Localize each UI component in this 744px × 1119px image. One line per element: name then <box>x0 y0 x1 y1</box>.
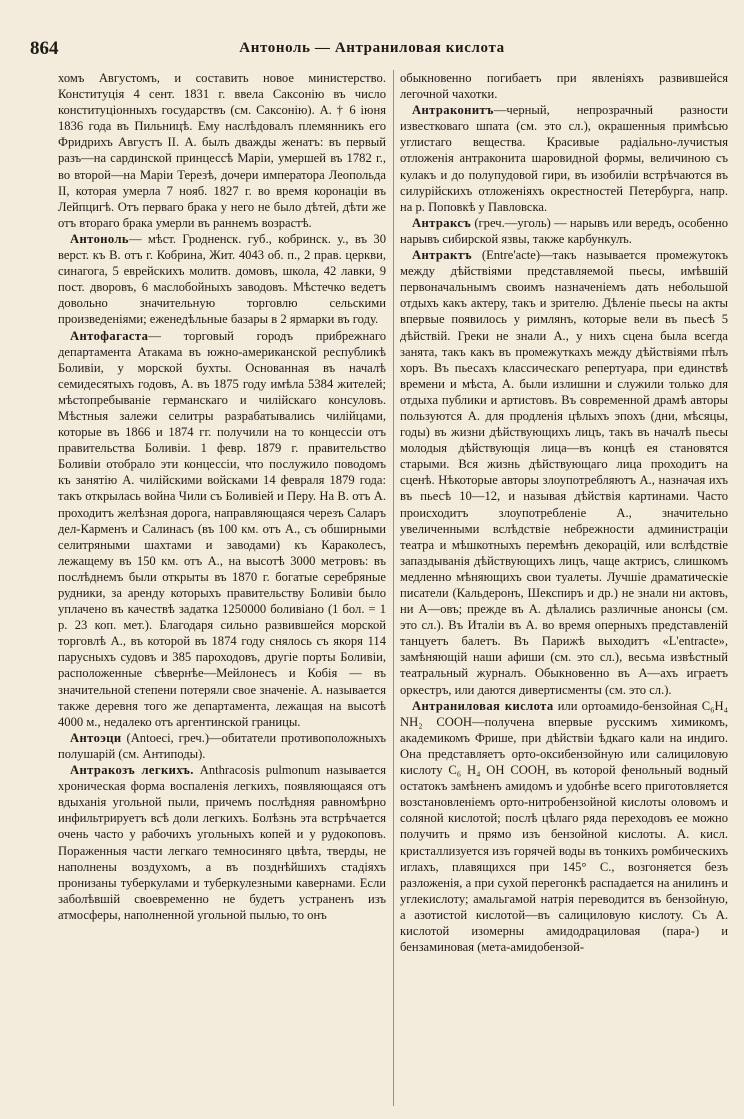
dictionary-entry <box>400 698 728 956</box>
page-header <box>30 38 714 62</box>
entry-headword: Антоэци <box>70 730 122 745</box>
entry-text: (Antoeci, греч.)—обитатели противоположныхъ полушарій (см. Антиподы). <box>58 730 386 761</box>
entry-text: — мѣст. Гродненск. губ., кобринск. у., въ 30 верст. къ В. отъ г. Кобрина, Жит. 4043 об. п., 2 прав. церкви, синагога, 5 еврейскихъ молитв. домовъ, школа, 42 лавки, 9 пост. дворовъ, 6 маслобойныхъ заводовъ. Мѣстечко ведетъ довольно значительную торговлю сельскими произведеніями; еженедѣльные базары в 2 ярмарки въ году. <box>58 231 386 327</box>
left-column <box>58 70 386 1106</box>
entry-text: (греч.—уголь) — нарывъ или вередъ, особенно нарывъ сибирской язвы, также карбункулъ. <box>400 215 728 246</box>
entry-headword: Антофагаста <box>70 328 149 343</box>
dictionary-entry <box>58 231 386 328</box>
entry-headword: Антракозъ легкихъ. <box>70 763 194 778</box>
dictionary-entry <box>400 215 728 247</box>
running-title: Антоноль — Антраниловая кислота <box>239 40 505 56</box>
dictionary-entry <box>58 328 386 730</box>
entry-headword: Антрактъ <box>412 248 472 263</box>
entry-text: обыкновенно погибаетъ при явленіяхъ развившейся легочной чахотки. <box>400 71 728 102</box>
dictionary-entry <box>58 762 386 923</box>
entry-text: (Entre'acte)—такъ называется промежутокъ между дѣйствіями представляемой пьесы, имѣвшій первоначальнымъ своимъ назначеніемъ дать небольшой отдыхъ какъ актеру, такъ и зрителю. Дѣленіе пьесы на акты впервые появилось у римлянъ, которые вели въ пьесѣ 5 дѣйствій. Греки не знали А., у нихъ сцена была всегда занята, такъ какъ въ промежуткахъ между дѣйствіями пѣлъ хоръ. Въ пьесахъ классическаго репертуара, при единствѣ времени и мѣста, А. были излишни и служили только для отдыха публики и артистовъ. Въ современной драмѣ авторы пользуются А. для продленія цѣлыхъ эпохъ (дни, мѣсяцы, годы) въ жизни дѣйствующихъ лицъ, такъ въ началѣ пьесы молодыя дѣйствующія лица—въ концѣ ея становятся старыми. Вся жизнь дѣйствующаго лица проходитъ на сценѣ. Нѣкоторые авторы злоупотребляютъ А., назначая ихъ въ пьесѣ 10—12, и называя дѣйствія картинами. Часто происходитъ злоупотребленіе А., значительно увеличенными вслѣдствіе небрежности администраціи театра и мѣшкотныхъ перемѣнъ декорацій, или вслѣдствіе запаздыванія дѣйствующихъ лицъ, чаще актрисъ, слишкомъ медленно мѣняющихъ свои туалеты. Лучшіе драматическіе писатели (Кальдеронъ, Шекспиръ и др.) не знали ни актовъ, ни А—овъ; прежде въ А. дѣлались различные анонсы (см. это сл.). Въ Италіи въ А. во время оперныхъ представленій танцуетъ балетъ. Въ Парижѣ выходитъ «L'entracte», замѣняющій наши афиши (см. это сл.), весьма извѣстный театральный журналъ. Обыкновенно въ А—ахъ играетъ оркестръ, или даются дивертисменты (см. это сл.). <box>400 248 728 697</box>
right-column <box>400 70 728 1106</box>
dictionary-entry <box>58 70 386 231</box>
entry-text: Anthracosis pulmonum называется хроническая форма воспаленія легкихъ, появляющаяся отъ вдыханія угольной пыли, причемъ послѣдняя равномѣрно инфильтрируетъ всѣ доли легкихъ. Болѣзнь эта встрѣчается очень часто у рабочихъ угольныхъ копей и у рудокоповъ. Пораженныя части легкаго темносиняго цвѣта, тверды, не наполнены воздухомъ, а въ позднѣйшихъ стадіяхъ пронизаны туберкулами и туберкулезными кавернами. Если заболѣвшій своевременно не будетъ устраненъ изъ атмосферы, наполненной угольной пылью, то онъ <box>58 763 386 922</box>
entry-text: —черный, непрозрачный разности известковаго шпата (см. это сл.), окрашенныя примѣсью углистаго вещества. Красивые радіально-лучистыя отложенія антраконита шаровидной формы, величиною съ кулакъ и до полупудовой гири, въ изобиліи встрѣчаются въ силурійскихъ отложеніяхъ окрестностей Петербурга, напр. на р. Поповкѣ у Павловска. <box>400 103 728 214</box>
dictionary-entry <box>400 247 728 698</box>
entry-headword: Антраксъ <box>412 215 472 230</box>
entry-text: или ортоамидо-бензойная C₆H₄ NH₂ COOH—получена впервые русскимъ химикомъ, академикомъ Фрише, при дѣйствіи ѣдкаго кали на индиго. Она представляетъ орто-оксибензойную или салициловую кислоту C₆ H₄ OH COOH, въ которой фенольный водный остатокъ замѣненъ амидомъ и удобнѣе всего приготовляется возстановленіемъ орто-нитробензойной кислоты оловомъ и соляной кислотой; послѣ цѣлаго ряда переходовъ ее можно получить и прямо изъ бензойной кислоты. А. кисл. кристаллизуется изъ горячей воды въ тонкихъ ромбическихъ иглахъ, плавящихся при 145° С., возгоняется безъ разложенія, а при сухой перегонкѣ распадается на анилинъ и углекислоту; амальгамой натрія переводится въ бензойную, а азотистой кислотой—въ салициловую кислоту. Съ А. кислотой изомерны амидодрациловая (пара-) и бензаминовая (мета-амидобензой- <box>400 698 728 955</box>
dictionary-entry <box>400 102 728 215</box>
entry-text: хомъ Августомъ, и составить новое министерство. Конституція 4 сент. 1831 г. ввела Саксонію въ число конституціонныхъ государствъ (см. Саксонію). А. † 6 іюня 1836 года въ Пильницѣ. Ему наслѣдовалъ племянникъ его Фридрихъ Августъ II. А. былъ дважды женатъ: въ первый разъ—на сардинской принцессѣ Маріи, умершей въ 1782 г., во второй—на Маріи Терезѣ, дочери императора Леопольда II, которая умерла 7 нояб. 1827 г. во время коронаціи въ Лейпцигѣ. Отъ перваго брака у него не было дѣтей, дѣти же отъ втораго брака умерли въ раннемъ возрастѣ. <box>58 71 386 230</box>
dictionary-entry <box>58 730 386 762</box>
entry-headword: Антраниловая кислота <box>412 698 554 713</box>
entry-headword: Антраконитъ <box>412 103 494 118</box>
entry-text: — торговый городъ прибрежнаго департамента Атакама въ южно-американской республикѣ Боливіи, у морской бухты. Основанная въ началѣ семидесятыхъ годовъ, А. въ 1875 году имѣла 5384 жителей; мѣстопребываніе германскаго и чилійскаго консуловъ. Мѣстныя залежи селитры разрабатывались чилійцами, которые въ 1866 и 1874 гг. получили на то концессіи отъ правительства Боливіи. 1 февр. 1879 г. правительство Боливіи отобрало эти концессіи, что послужило поводомъ къ занятію А. чилійскими войсками 14 февраля 1879 года: такъ открылась война Чили съ Боливіей и Перу. На В. отъ А. проходитъ желѣзная дорога, направляющаяся черезъ Саларъ дел-Карменъ и Салинасъ (въ 100 км. отъ А., съ обширными селитряными шахтами и заводами) къ Караколесъ, лежащему въ 150 км. отъ А., на высотѣ 3000 метровъ: въ послѣднемъ были открыты въ 1870 г. богатые серебряные рудники, за аренду которыхъ правительству Боливіи было уплачено въ качествѣ задатка 1250000 боливіано (1 бол. = 1 р. 23 коп. мет.). Благодаря сильно развившейся морской торговлѣ А., въ которой въ 1874 году снялось съ якоря 114 парусныхъ судовъ и 385 пароходовъ, другіе порты Боливіи, расположенные сѣвернѣе—Мейлонесъ и Кобія — въ значительной степени потеряли свое значеніе. А. называется также деревня того же департамента, лежащая на высотѣ 4000 м., недалеко отъ аргентинской границы. <box>58 328 386 729</box>
column-divider <box>393 70 394 1106</box>
text-columns <box>58 70 728 1106</box>
entry-headword: Антоноль <box>70 231 129 246</box>
dictionary-entry <box>400 70 728 102</box>
page-number: 864 <box>30 38 59 59</box>
